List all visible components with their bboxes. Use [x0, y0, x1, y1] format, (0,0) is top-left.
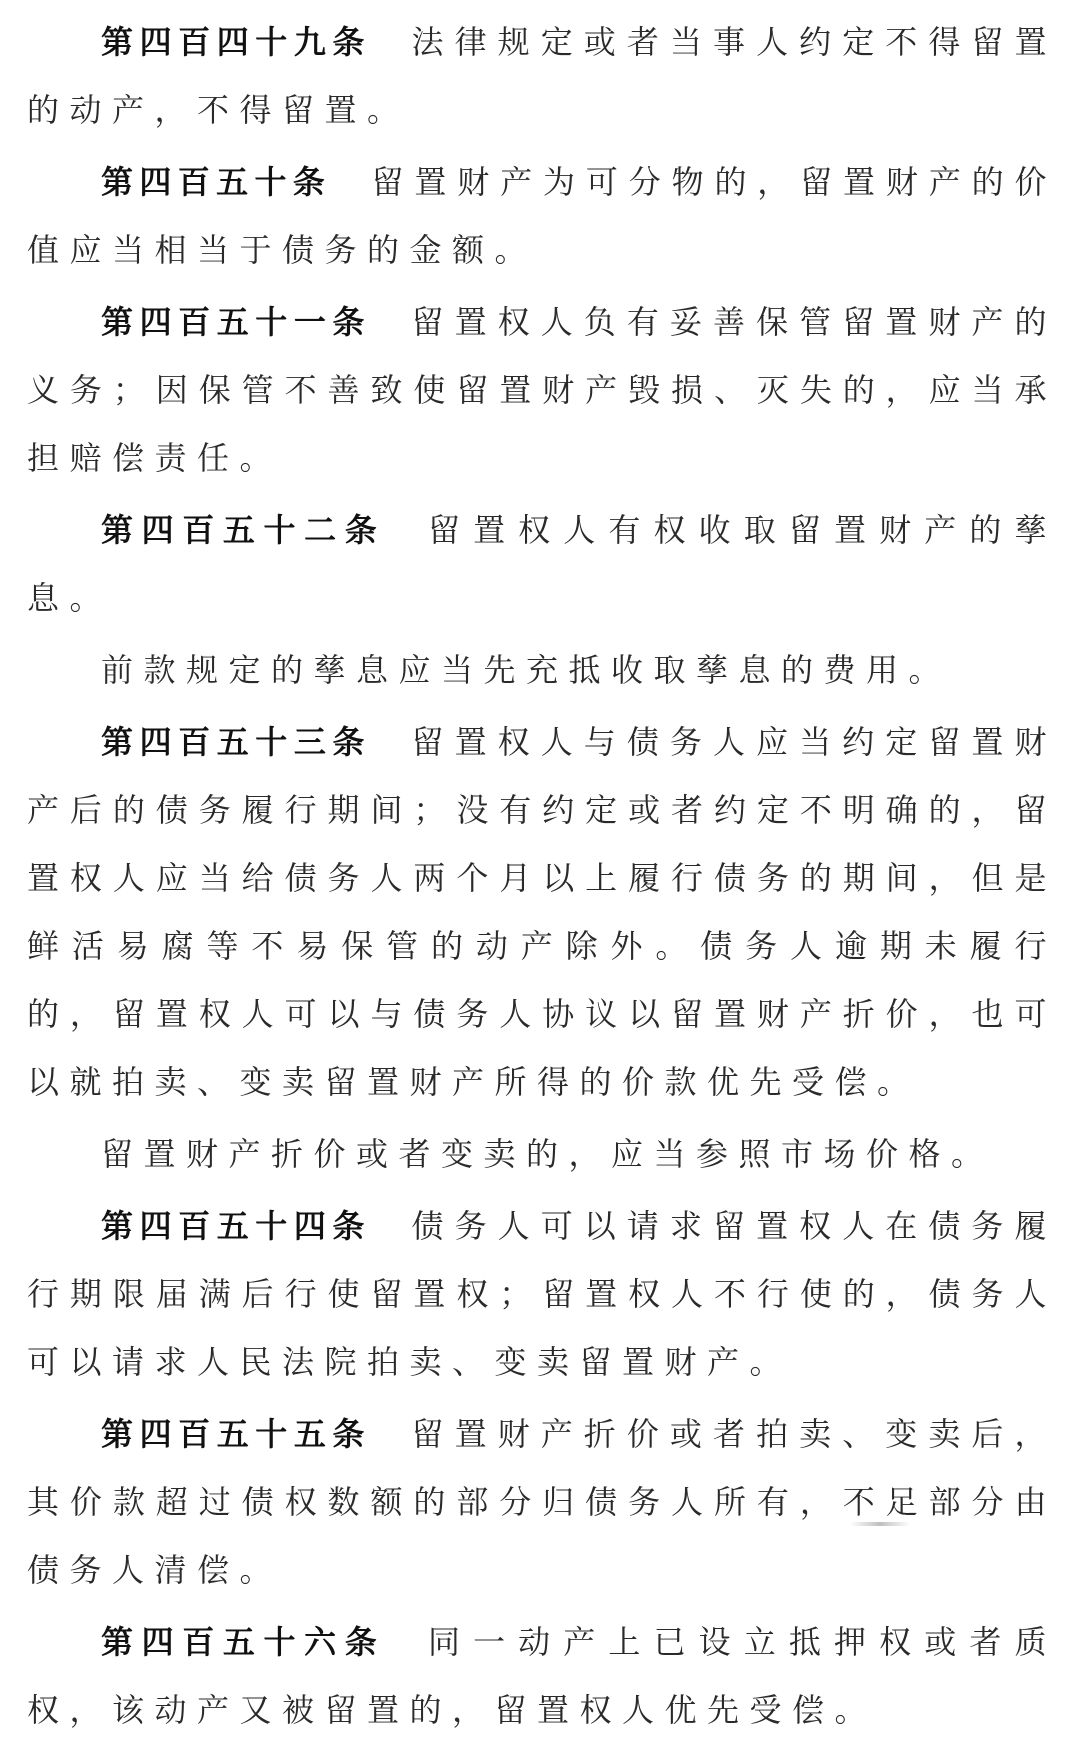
- article-number: 第四百五十条: [101, 163, 332, 201]
- article-text: 留置财产折价或者拍卖、变卖后，其价款超过债权数额的部分归债务人所有，不足部分由债务人清偿。: [27, 1415, 1057, 1589]
- article-452: [27, 496, 1057, 632]
- article-454: [27, 1192, 1057, 1396]
- article-number: 第四百五十五条: [101, 1415, 371, 1453]
- article-456: [27, 1608, 1057, 1744]
- article-text: 留置财产为可分物的，留置财产的价值应当相当于债务的金额。: [27, 163, 1057, 269]
- article-453: [27, 708, 1057, 1116]
- article-number: 第四百五十六条: [101, 1623, 386, 1661]
- article-451: [27, 288, 1057, 492]
- article-number: 第四百五十二条: [101, 511, 386, 549]
- article-452-paragraph-2: 前款规定的孳息应当先充抵收取孳息的费用。: [101, 651, 952, 689]
- article-text: 留置权人与债务人应当约定留置财产后的债务履行期间；没有约定或者约定不明确的，留置权人应当给债务人两个月以上履行债务的期间，但是鲜活易腐等不易保管的动产除外。债务人逾期未履行的，留置权人可以与债务人协议以留置财产折价，也可以就拍卖、变卖留置财产所得的价款优先受偿。: [27, 723, 1057, 1101]
- article-number: 第四百五十三条: [101, 723, 371, 761]
- article-number: 第四百四十九条: [101, 23, 371, 61]
- article-449: [27, 8, 1057, 144]
- article-text: 债务人可以请求留置权人在债务履行期限届满后行使留置权；留置权人不行使的，债务人可以请求人民法院拍卖、变卖留置财产。: [27, 1207, 1057, 1381]
- article-text: 同一动产上已设立抵押权或者质权，该动产又被留置的，留置权人优先受偿。: [27, 1623, 1057, 1729]
- article-text: 留置权人有权收取留置财产的孳息。: [27, 511, 1057, 617]
- article-453-paragraph-2: 留置财产折价或者变卖的，应当参照市场价格。: [101, 1135, 994, 1173]
- document-page: [27, 8, 1057, 1748]
- article-450: [27, 148, 1057, 284]
- article-number: 第四百五十一条: [101, 303, 371, 341]
- bottom-smudge: [850, 1522, 910, 1526]
- article-number: 第四百五十四条: [101, 1207, 371, 1245]
- article-text: 留置权人负有妥善保管留置财产的义务；因保管不善致使留置财产毁损、灭失的，应当承担赔偿责任。: [27, 303, 1057, 477]
- article-455: [27, 1400, 1057, 1604]
- article-text: 法律规定或者当事人约定不得留置的动产，不得留置。: [27, 23, 1057, 129]
